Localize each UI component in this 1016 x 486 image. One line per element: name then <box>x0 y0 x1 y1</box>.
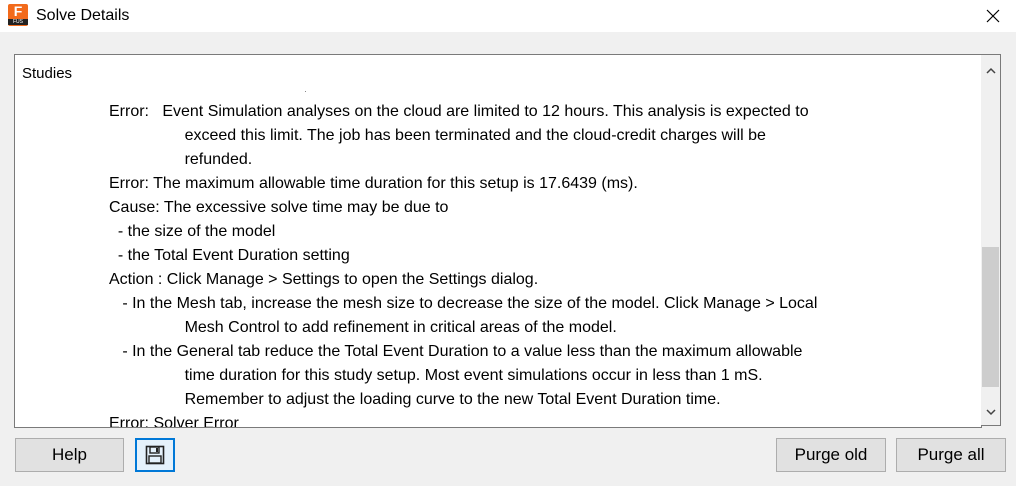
floppy-disk-icon <box>145 445 165 465</box>
close-button[interactable] <box>970 0 1016 32</box>
log-text <box>109 100 969 428</box>
log-line: Cause: The excessive solve time may be due to <box>109 199 449 216</box>
close-icon <box>986 9 1000 23</box>
log-line: Action : Click Manage > Settings to open the Settings dialog. <box>109 271 539 288</box>
scroll-down-button[interactable] <box>981 403 1000 421</box>
fusion-app-icon <box>8 4 28 26</box>
log-line: - In the Mesh tab, increase the mesh size to decrease the size of the model. Click Manage > Local <box>109 295 818 312</box>
purge-old-button[interactable]: Purge old <box>776 438 886 472</box>
help-button[interactable]: Help <box>15 438 124 472</box>
log-line: Mesh Control to add refinement in critical areas of the model. <box>109 319 617 336</box>
save-button[interactable] <box>135 438 175 472</box>
log-line: Error: Event Simulation analyses on the cloud are limited to 12 hours. This analysis is expected to <box>109 103 809 120</box>
scroll-thumb[interactable] <box>982 247 999 387</box>
log-line: exceed this limit. The job has been terminated and the cloud-credit charges will be <box>109 127 766 144</box>
log-line: - the size of the model <box>109 223 276 240</box>
log-line: - In the General tab reduce the Total Event Duration to a value less than the maximum allowable <box>109 343 803 360</box>
log-panel[interactable] <box>14 54 982 428</box>
log-line: Error: Solver Error <box>109 415 239 428</box>
title-bar <box>0 0 1016 32</box>
vertical-scrollbar[interactable] <box>981 54 1001 426</box>
chevron-down-icon <box>986 409 996 416</box>
log-line: Error: The maximum allowable time duration for this setup is 17.6439 (ms). <box>109 175 638 192</box>
log-line: time duration for this study setup. Most event simulations occur in less than 1 mS. <box>109 367 763 384</box>
log-line: Remember to adjust the loading curve to the new Total Event Duration time. <box>109 391 721 408</box>
window-title: Solve Details <box>36 7 130 24</box>
scroll-up-button[interactable] <box>981 61 1000 79</box>
app-icon-badge: FUS <box>8 19 28 25</box>
stray-dot <box>305 91 306 92</box>
log-line: refunded. <box>109 151 253 168</box>
log-line: - the Total Event Duration setting <box>109 247 350 264</box>
app-icon-letter: F <box>13 4 23 19</box>
panel-heading: Studies <box>22 65 73 82</box>
chevron-up-icon <box>986 67 996 74</box>
purge-all-button[interactable]: Purge all <box>896 438 1006 472</box>
